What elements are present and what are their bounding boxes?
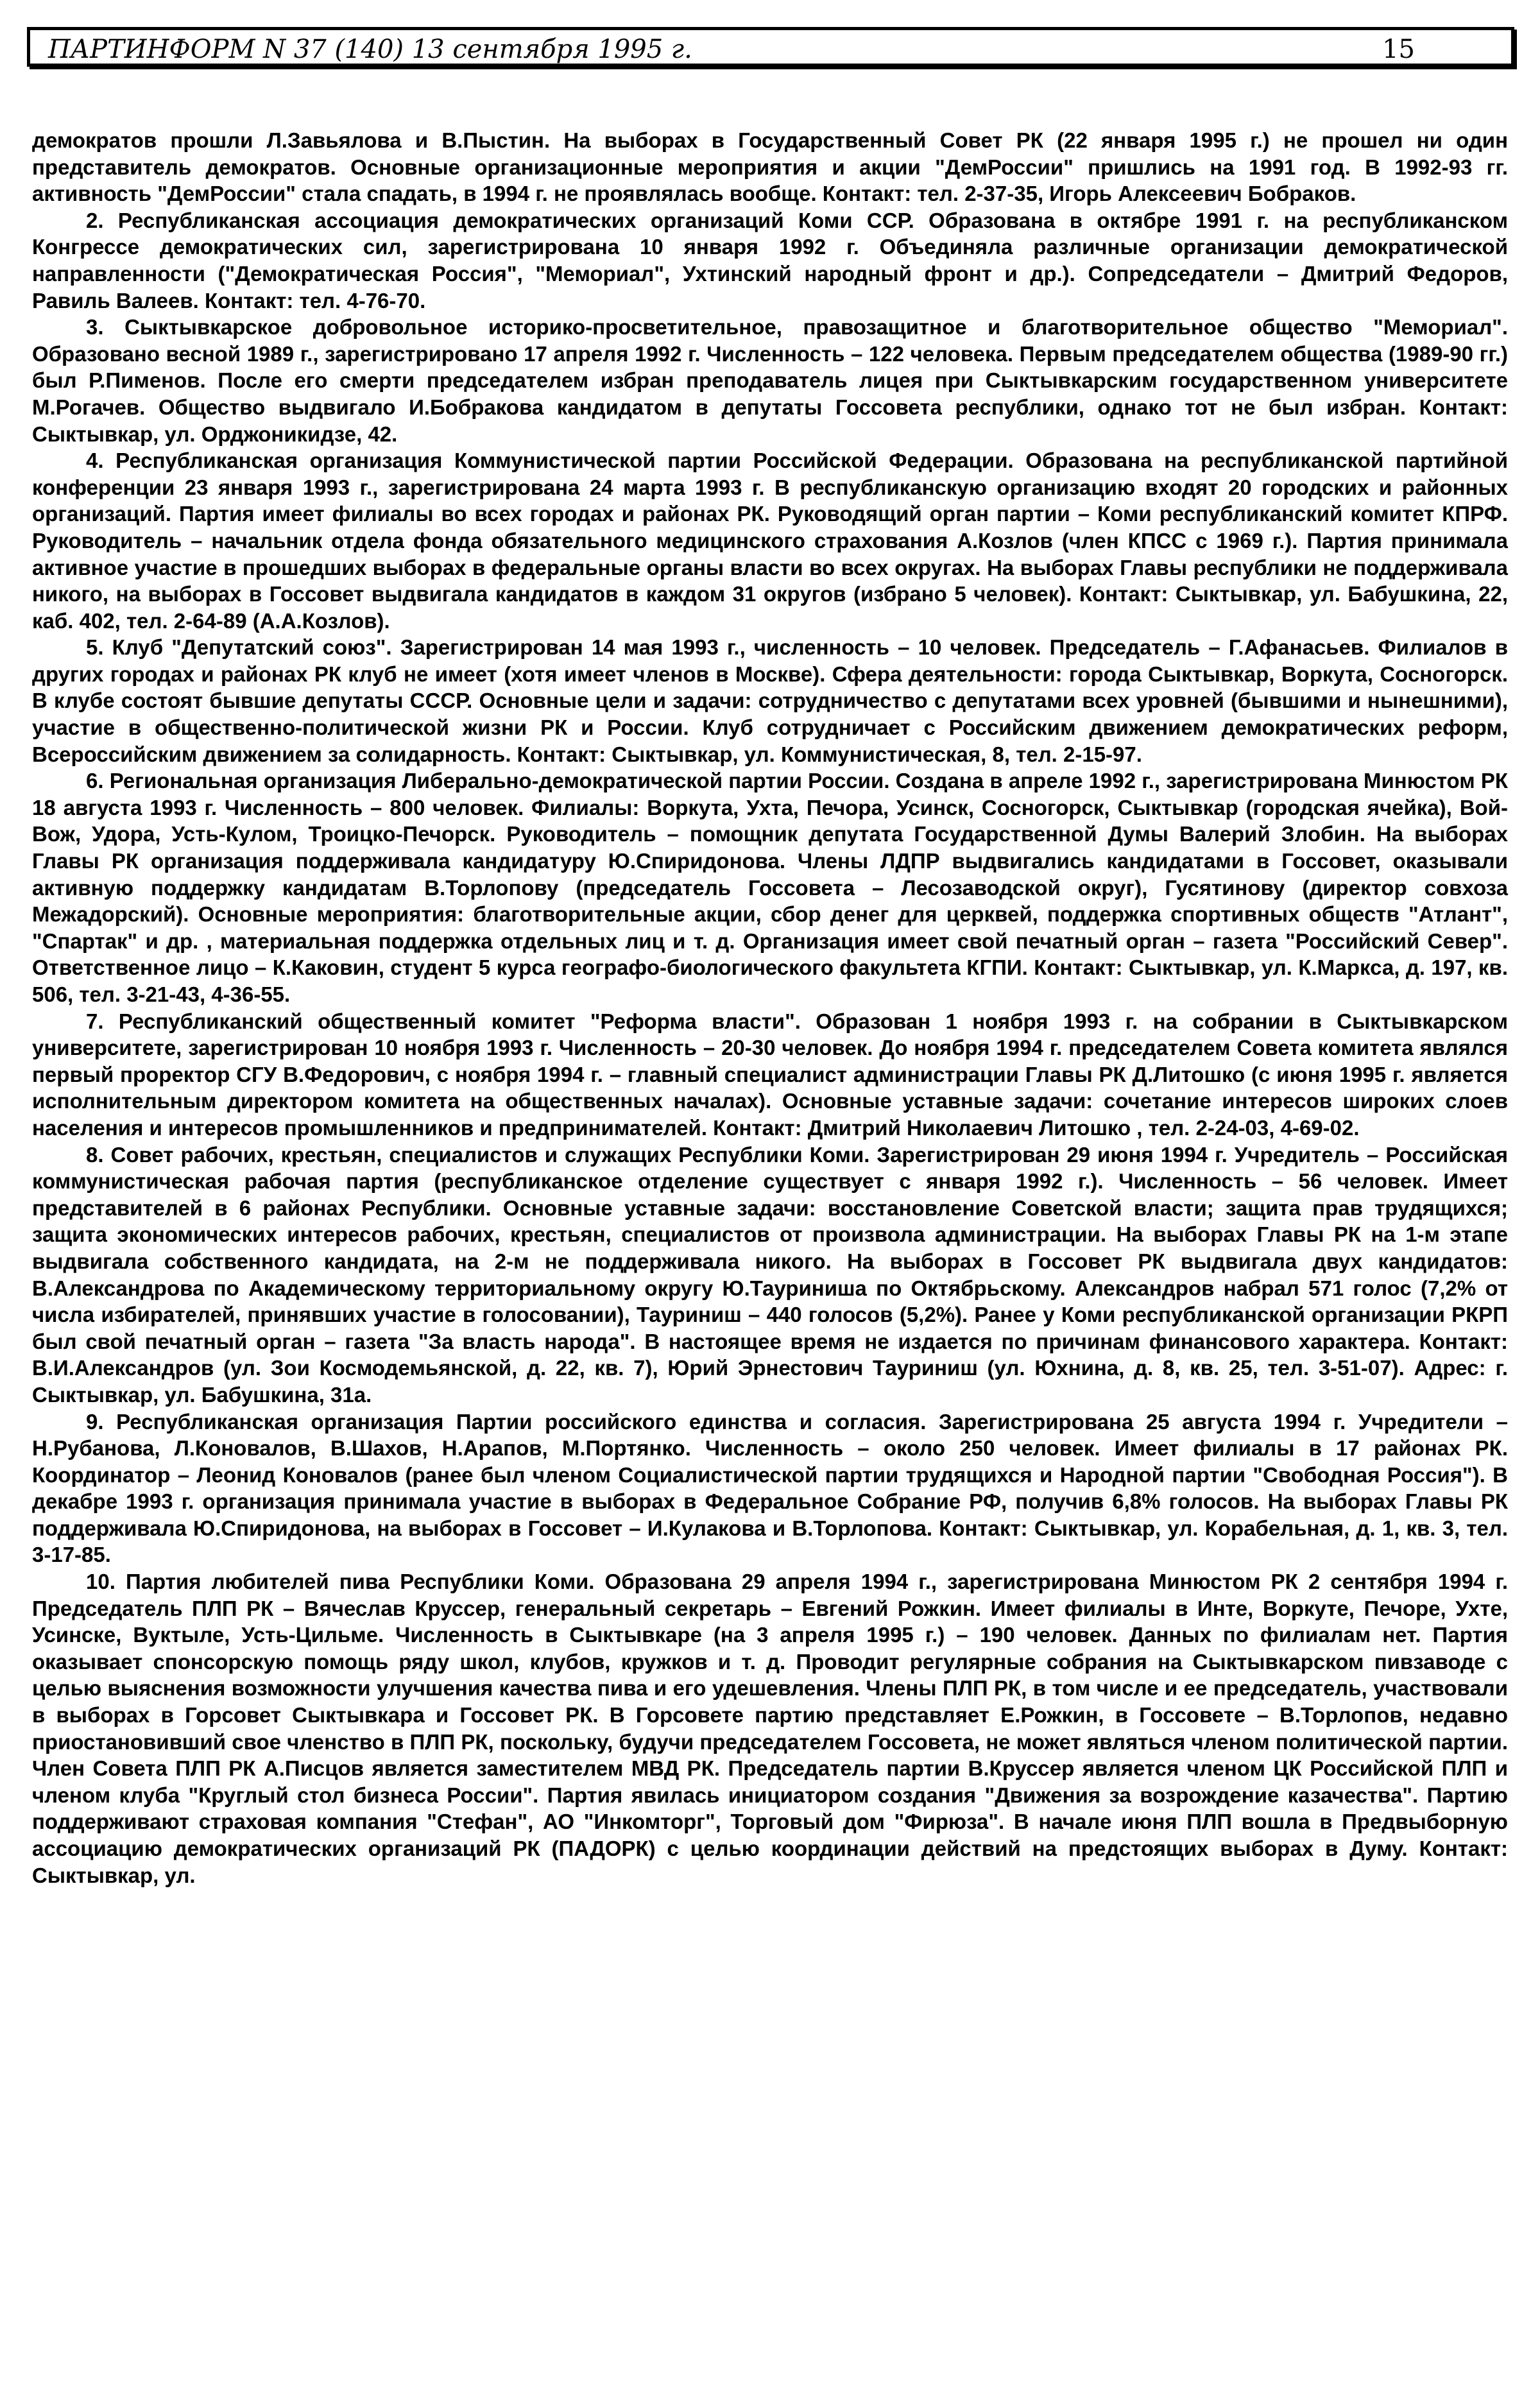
paragraph-item-5: 5. Клуб "Депутатский союз". Зарегистрирован 14 мая 1993 г., численность – 10 человек. Председатель – Г.Афанасьев. Филиалов в других городах и районах РК клуб не имеет (хотя имеет членов в Москве). Сфера деятельности: города Сыктывкар, Воркута, Сосногорск. В клубе состоят бывшие депутаты СССР. Основные цели и задачи: сотрудничество с депутатами всех уровней (бывшими и нынешними), участие в общественно-политической жизни РК и России. Клуб сотрудничает с Российским движением демократических реформ, Всероссийским движением за солидарность. Контакт: Сыктывкар, ул. Коммунистическая, 8, тел. 2-15-97. [32, 635, 1508, 766]
publication-title: ПАРТИНФОРМ N 37 (140) 13 сентября 1995 г. [48, 35, 692, 64]
article-body [32, 127, 1508, 1889]
paragraph-item-6: 6. Региональная организация Либерально-демократической партии России. Создана в апреле 1992 г., зарегистрирована Минюстом РК 18 августа 1993 г. Численность – 800 человек. Филиалы: Воркута, Ухта, Печора, Усинск, Сосногорск, Сыктывкар (городская ячейка), Вой-Вож, Удора, Усть-Кулом, Троицко-Печорск. Руководитель – помощник депутата Государственной Думы Валерий Злобин. На выборах Главы РК организация поддерживала кандидатуру Ю.Спиридонова. Члены ЛДПР выдвигались кандидатами в Госсовет, оказывали активную поддержку кандидатам В.Торлопову (председатель Госсовета – Лесозаводской округ), Гусятинову (директор совхоза Межадорский). Основные мероприятия: благотворительные акции, сбор денег для церквей, поддержка спортивных обществ "Атлант", "Спартак" и др. , материальная поддержка отдельных лиц и т. д. Организация имеет свой печатный орган – газета "Российский Север". Ответственное лицо – К.Каковин, студент 5 курса географо-биологического факультета КГПИ. Контакт: Сыктывкар, ул. К.Маркса, д. 197, кв. 506, тел. 3-21-43, 4-36-55. [32, 769, 1508, 1006]
page-number: 15 [1382, 35, 1415, 64]
paragraph-item-10: 10. Партия любителей пива Республики Коми. Образована 29 апреля 1994 г., зарегистрирована Минюстом РК 2 сентября 1994 г. Председатель ПЛП РК – Вячеслав Круссер, генеральный секретарь – Евгений Рожкин. Имеет филиалы в Инте, Воркуте, Печоре, Ухте, Усинске, Вуктыле, Усть-Цильме. Численность в Сыктывкаре (на 3 апреля 1995 г.) – 190 человек. Данных по филиалам нет. Партия оказывает спонсорскую помощь ряду школ, клубов, кружков и т. д. Проводит регулярные собрания на Сыктывкарском пивзаводе с целью выяснения возможности улучшения качества пива и его удешевления. Члены ПЛП РК, в том числе и ее председатель, участвовали в выборах в Горсовет Сыктывкара и Госсовет РК. В Горсовете партию представляет Е.Рожкин, в Госсовете – В.Торлопов, недавно приостановивший свое членство в ПЛП РК, поскольку, будучи председателем Госсовета, не может являться членом политической партии. Член Совета ПЛП РК А.Писцов является заместителем МВД РК. Председатель партии В.Круссер является членом ЦК Российской ПЛП и членом клуба "Круглый стол бизнеса России". Партия явилась инициатором создания "Движения за возрождение казачества". Партию поддерживают страховая компания "Стефан", АО "Инкомторг", Торговый дом "Фирюза". В начале июня ПЛП вошла в Предвыборную ассоциацию демократических организаций РК (ПАДОРК) с целью координации действий на предстоящих выборах в Думу. Контакт: Сыктывкар, ул. [32, 1570, 1508, 1887]
paragraph-item-2: 2. Республиканская ассоциация демократических организаций Коми ССР. Образована в октябре 1991 г. на республиканском Конгрессе демократических сил, зарегистрирована 10 января 1992 г. Объединяла различные организации демократической направленности ("Демократическая Россия", "Мемориал", Ухтинский народный фронт и др.). Сопредседатели – Дмитрий Федоров, Равиль Валеев. Контакт: тел. 4-76-70. [32, 208, 1508, 313]
paragraph-item-7: 7. Республиканский общественный комитет "Реформа власти". Образован 1 ноября 1993 г. на собрании в Сыктывкарском университете, зарегистрирован 10 ноября 1993 г. Численность – 20-30 человек. До ноября 1994 г. председателем Совета комитета являлся первый проректор СГУ В.Федорович, с ноября 1994 г. – главный специалист администрации Главы РК Д.Литошко (с июня 1995 г. является исполнительным директором комитета на общественных началах). Основные уставные задачи: сочетание интересов широких слоев населения и интересов промышленников и предпринимателей. Контакт: Дмитрий Николаевич Литошко , тел. 2-24-03, 4-69-02. [32, 1009, 1508, 1140]
paragraph-continuation: демократов прошли Л.Завьялова и В.Пыстин. На выборах в Государственный Совет РК (22 января 1995 г.) не прошел ни один представитель демократов. Основные организационные мероприятия и акции "ДемРоссии" пришлись на 1991 год. В 1992-93 гг. активность "ДемРоссии" стала спадать, в 1994 г. не проявлялась вообще. Контакт: тел. 2-37-35, Игорь Алексеевич Бобраков. [32, 128, 1508, 206]
paragraph-item-3: 3. Сыктывкарское добровольное историко-просветительное, правозащитное и благотворительное общество "Мемориал". Образовано весной 1989 г., зарегистрировано 17 апреля 1992 г. Численность – 122 человека. Первым председателем общества (1989-90 гг.) был Р.Пименов. После его смерти председателем избран преподаватель лицея при Сыктывкарским государственном университете М.Рогачев. Общество выдвигало И.Бобракова кандидатом в депутаты Госсовета республики, однако тот не был избран. Контакт: Сыктывкар, ул. Орджоникидзе, 42. [32, 315, 1508, 446]
paragraph-item-4: 4. Республиканская организация Коммунистической партии Российской Федерации. Образована на республиканской партийной конференции 23 января 1993 г., зарегистрирована 24 марта 1993 г. В республиканскую организацию входят 20 городских и районных организаций. Партия имеет филиалы во всех городах и районах РК. Руководящий орган партии – Коми республиканский комитет КПРФ. Руководитель – начальник отдела фонда обязательного медицинского страхования А.Козлов (член КПСС с 1969 г.). Партия принимала активное участие в прошедших выборах в федеральные органы власти во всех округах. На выборах Главы республики не поддерживала никого, на выборах в Госсовет выдвигала кандидатов в каждом 31 округов (избрано 5 человек). Контакт: Сыктывкар, ул. Бабушкина, 22, каб. 402, тел. 2-64-89 (А.А.Козлов). [32, 449, 1508, 633]
paragraph-item-9: 9. Республиканская организация Партии российского единства и согласия. Зарегистрирована 25 августа 1994 г. Учредители – Н.Рубанова, Л.Коновалов, В.Шахов, Н.Арапов, М.Портянко. Численность – около 250 человек. Имеет филиалы в 17 районах РК. Координатор – Леонид Коновалов (ранее был членом Социалистической партии трудящихся и Народной партии "Свободная Россия"). В декабре 1993 г. организация принимала участие в выборах в Федеральное Собрание РФ, получив 6,8% голосов. На выборах Главы РК поддерживала Ю.Спиридонова, на выборах в Госсовет – И.Кулакова и В.Торлопова. Контакт: Сыктывкар, ул. Корабельная, д. 1, кв. 3, тел. 3-17-85. [32, 1409, 1508, 1567]
paragraph-item-8: 8. Совет рабочих, крестьян, специалистов и служащих Республики Коми. Зарегистрирован 29 июня 1994 г. Учредитель – Российская коммунистическая рабочая партия (республиканское отделение существует с января 1992 г.). Численность – 56 человек. Имеет представителей в 6 районах Республики. Основные уставные задачи: восстановление Советской власти; защита прав трудящихся; защита экономических интересов рабочих, крестьян, специалистов от произвола администрации. На выборах Главы РК на 1-м этапе выдвигала собственного кандидата, на 2-м не поддерживала никого. На выборах в Госсовет РК выдвигала двух кандидатов: В.Александрова по Академическому территориальному округу Ю.Тауриниша по Октябрьскому. Александров набрал 571 голос (7,2% от числа избирателей, принявших участие в голосовании), Тауриниш – 440 голосов (5,2%). Ранее у Коми республиканской организации РКРП был свой печатный орган – газета "За власть народа". В настоящее время не издается по причинам финансового характера. Контакт: В.И.Александров (ул. Зои Космодемьянской, д. 22, кв. 7), Юрий Эрнестович Тауриниш (ул. Юхнина, д. 8, кв. 25, тел. 3-51-07). Адрес: г. Сыктывкар, ул. Бабушкина, 31а. [32, 1142, 1508, 1407]
page-header [27, 27, 1514, 67]
